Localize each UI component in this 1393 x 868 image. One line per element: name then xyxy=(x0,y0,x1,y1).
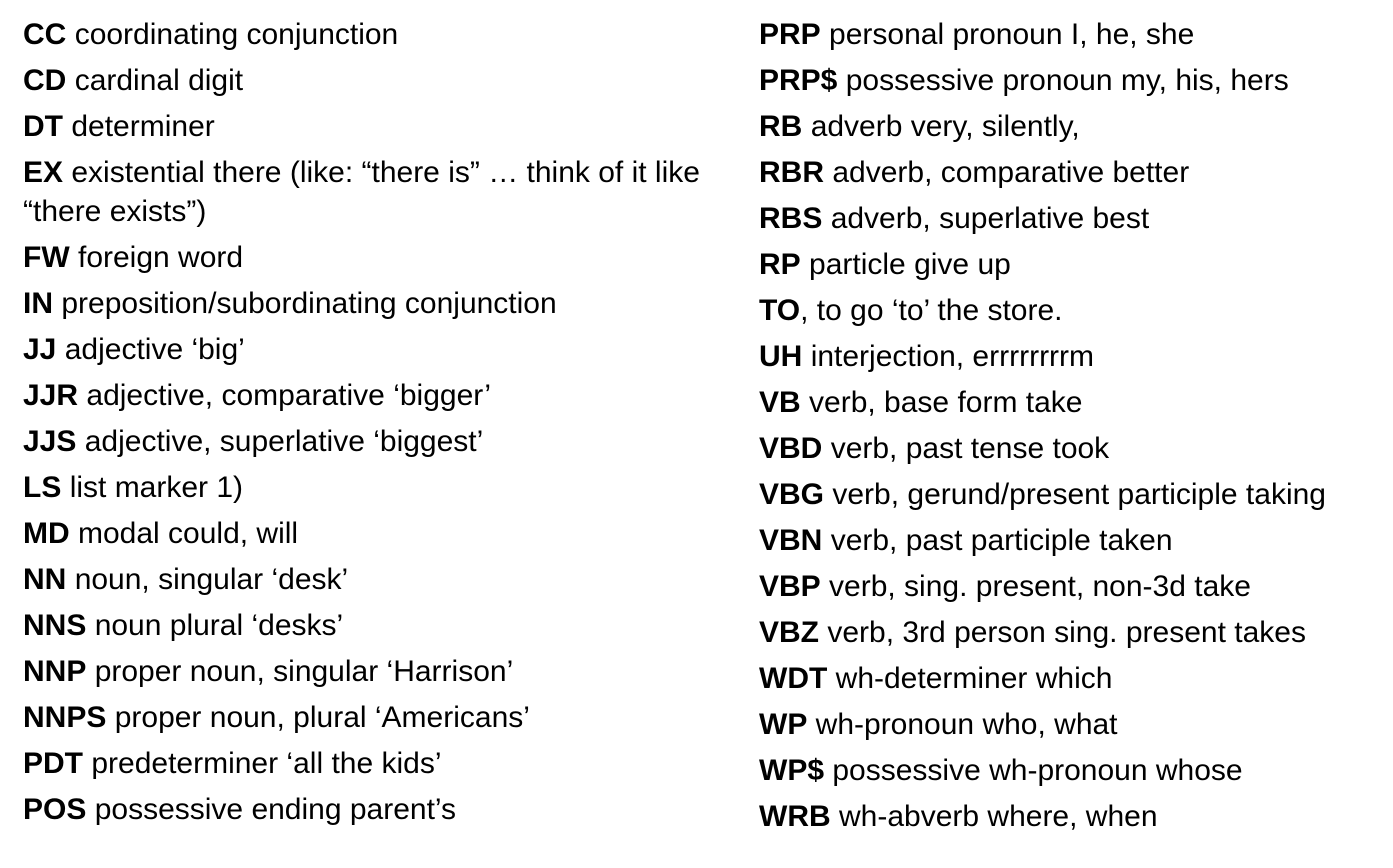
tag-code: JJR xyxy=(23,379,79,412)
tag-code: PDT xyxy=(23,747,83,780)
tag-entry xyxy=(759,383,1379,422)
tag-code: WRB xyxy=(759,800,831,833)
left-tag-list xyxy=(23,15,703,836)
tag-description: personal pronoun I, he, she xyxy=(829,18,1195,51)
tag-entry xyxy=(759,15,1379,54)
tag-description: verb, gerund/present participle taking xyxy=(832,478,1326,511)
tag-code: VBG xyxy=(759,478,825,511)
tag-entry xyxy=(759,567,1379,606)
tag-code: WP$ xyxy=(759,754,825,787)
tag-code: VB xyxy=(759,386,801,419)
tag-description: wh-abverb where, when xyxy=(839,800,1158,833)
tag-entry xyxy=(759,797,1379,836)
tag-code: JJ xyxy=(23,333,57,366)
tag-description: adjective, comparative ‘bigger’ xyxy=(86,379,492,412)
tag-entry xyxy=(23,376,703,415)
tag-code: CD xyxy=(23,64,67,97)
tag-code: PRP xyxy=(759,18,821,51)
tag-code: VBP xyxy=(759,570,821,603)
tag-code: DT xyxy=(23,110,63,143)
tag-description: determiner xyxy=(71,110,215,143)
tag-code: EX xyxy=(23,156,64,189)
tag-code: CC xyxy=(23,18,67,51)
tag-description: adverb, comparative better xyxy=(832,156,1190,189)
tag-entry xyxy=(759,337,1379,376)
tag-description: wh-determiner which xyxy=(835,662,1113,695)
tag-code: MD xyxy=(23,517,70,550)
tag-description: proper noun, singular ‘Harrison’ xyxy=(94,655,514,688)
tag-entry xyxy=(23,468,703,507)
tag-entry xyxy=(759,705,1379,744)
tag-code: VBD xyxy=(759,432,823,465)
tag-description: proper noun, plural ‘Americans’ xyxy=(114,701,530,734)
tag-description: verb, base form take xyxy=(809,386,1083,419)
tag-code: NN xyxy=(23,563,67,596)
tag-entry xyxy=(759,61,1379,100)
tag-entry xyxy=(759,659,1379,698)
tag-description: particle give up xyxy=(809,248,1011,281)
tag-entry xyxy=(759,291,1379,330)
tag-code: POS xyxy=(23,793,87,826)
tag-code: UH xyxy=(759,340,803,373)
tag-description: verb, past tense took xyxy=(830,432,1110,465)
tag-code: WDT xyxy=(759,662,828,695)
tag-description: existential there (like: “there is” … think of it like “there exists”) xyxy=(23,156,700,228)
tag-entry xyxy=(759,613,1379,652)
tag-code: VBN xyxy=(759,524,823,557)
tag-entry xyxy=(759,107,1379,146)
tag-description: adjective ‘big’ xyxy=(64,333,245,366)
tag-description: foreign word xyxy=(77,241,244,274)
tag-description: possessive ending parent’s xyxy=(94,793,457,826)
tag-description: possessive wh-pronoun whose xyxy=(832,754,1243,787)
tag-code: LS xyxy=(23,471,62,504)
tag-description: wh-pronoun who, what xyxy=(815,708,1118,741)
tag-code: NNP xyxy=(23,655,87,688)
tag-entry xyxy=(23,238,703,277)
tag-description: possessive pronoun my, his, hers xyxy=(845,64,1289,97)
tag-entry xyxy=(759,475,1379,514)
tag-entry xyxy=(759,199,1379,238)
tag-code: JJS xyxy=(23,425,77,458)
tag-entry xyxy=(759,429,1379,468)
tag-entry xyxy=(23,652,703,691)
tag-entry xyxy=(23,560,703,599)
tag-description: list marker 1) xyxy=(69,471,244,504)
tag-code: IN xyxy=(23,287,53,320)
tag-description: predeterminer ‘all the kids’ xyxy=(91,747,442,780)
tag-description: interjection, errrrrrrrm xyxy=(810,340,1095,373)
tag-entry xyxy=(23,744,703,783)
tag-entry xyxy=(23,61,703,100)
tag-code: TO xyxy=(759,294,801,327)
tag-description: modal could, will xyxy=(78,517,299,550)
tag-entry xyxy=(759,153,1379,192)
tag-entry xyxy=(23,107,703,146)
tag-description: preposition/subordinating conjunction xyxy=(61,287,557,320)
tag-description: noun, singular ‘desk’ xyxy=(74,563,349,596)
tag-code: RBR xyxy=(759,156,824,189)
right-tag-list xyxy=(759,15,1379,843)
tag-code: NNS xyxy=(23,609,87,642)
tag-description: verb, 3rd person sing. present takes xyxy=(827,616,1306,649)
tag-description: verb, past participle taken xyxy=(830,524,1173,557)
tag-code: RB xyxy=(759,110,803,143)
tag-description: adverb, superlative best xyxy=(830,202,1150,235)
tag-code: VBZ xyxy=(759,616,819,649)
tag-code: NNPS xyxy=(23,701,107,734)
tag-entry xyxy=(23,153,703,231)
tag-code: RBS xyxy=(759,202,823,235)
tag-code: FW xyxy=(23,241,70,274)
tag-entry xyxy=(23,606,703,645)
tag-code: WP xyxy=(759,708,808,741)
tag-description: cardinal digit xyxy=(74,64,244,97)
tag-code: PRP$ xyxy=(759,64,838,97)
tag-description: verb, sing. present, non-3d take xyxy=(829,570,1251,603)
tag-description: , to go ‘to’ the store. xyxy=(800,294,1063,327)
tag-entry xyxy=(23,284,703,323)
tag-entry xyxy=(759,751,1379,790)
tag-description: adjective, superlative ‘biggest’ xyxy=(84,425,484,458)
tag-description: adverb very, silently, xyxy=(810,110,1080,143)
tag-entry xyxy=(759,521,1379,560)
tag-entry xyxy=(23,698,703,737)
tag-entry xyxy=(23,422,703,461)
tag-description: noun plural ‘desks’ xyxy=(94,609,344,642)
tag-entry xyxy=(23,330,703,369)
tag-entry xyxy=(23,790,703,829)
tag-description: coordinating conjunction xyxy=(74,18,399,51)
tag-entry xyxy=(23,514,703,553)
tag-entry xyxy=(759,245,1379,284)
tag-code: RP xyxy=(759,248,801,281)
tag-entry xyxy=(23,15,703,54)
